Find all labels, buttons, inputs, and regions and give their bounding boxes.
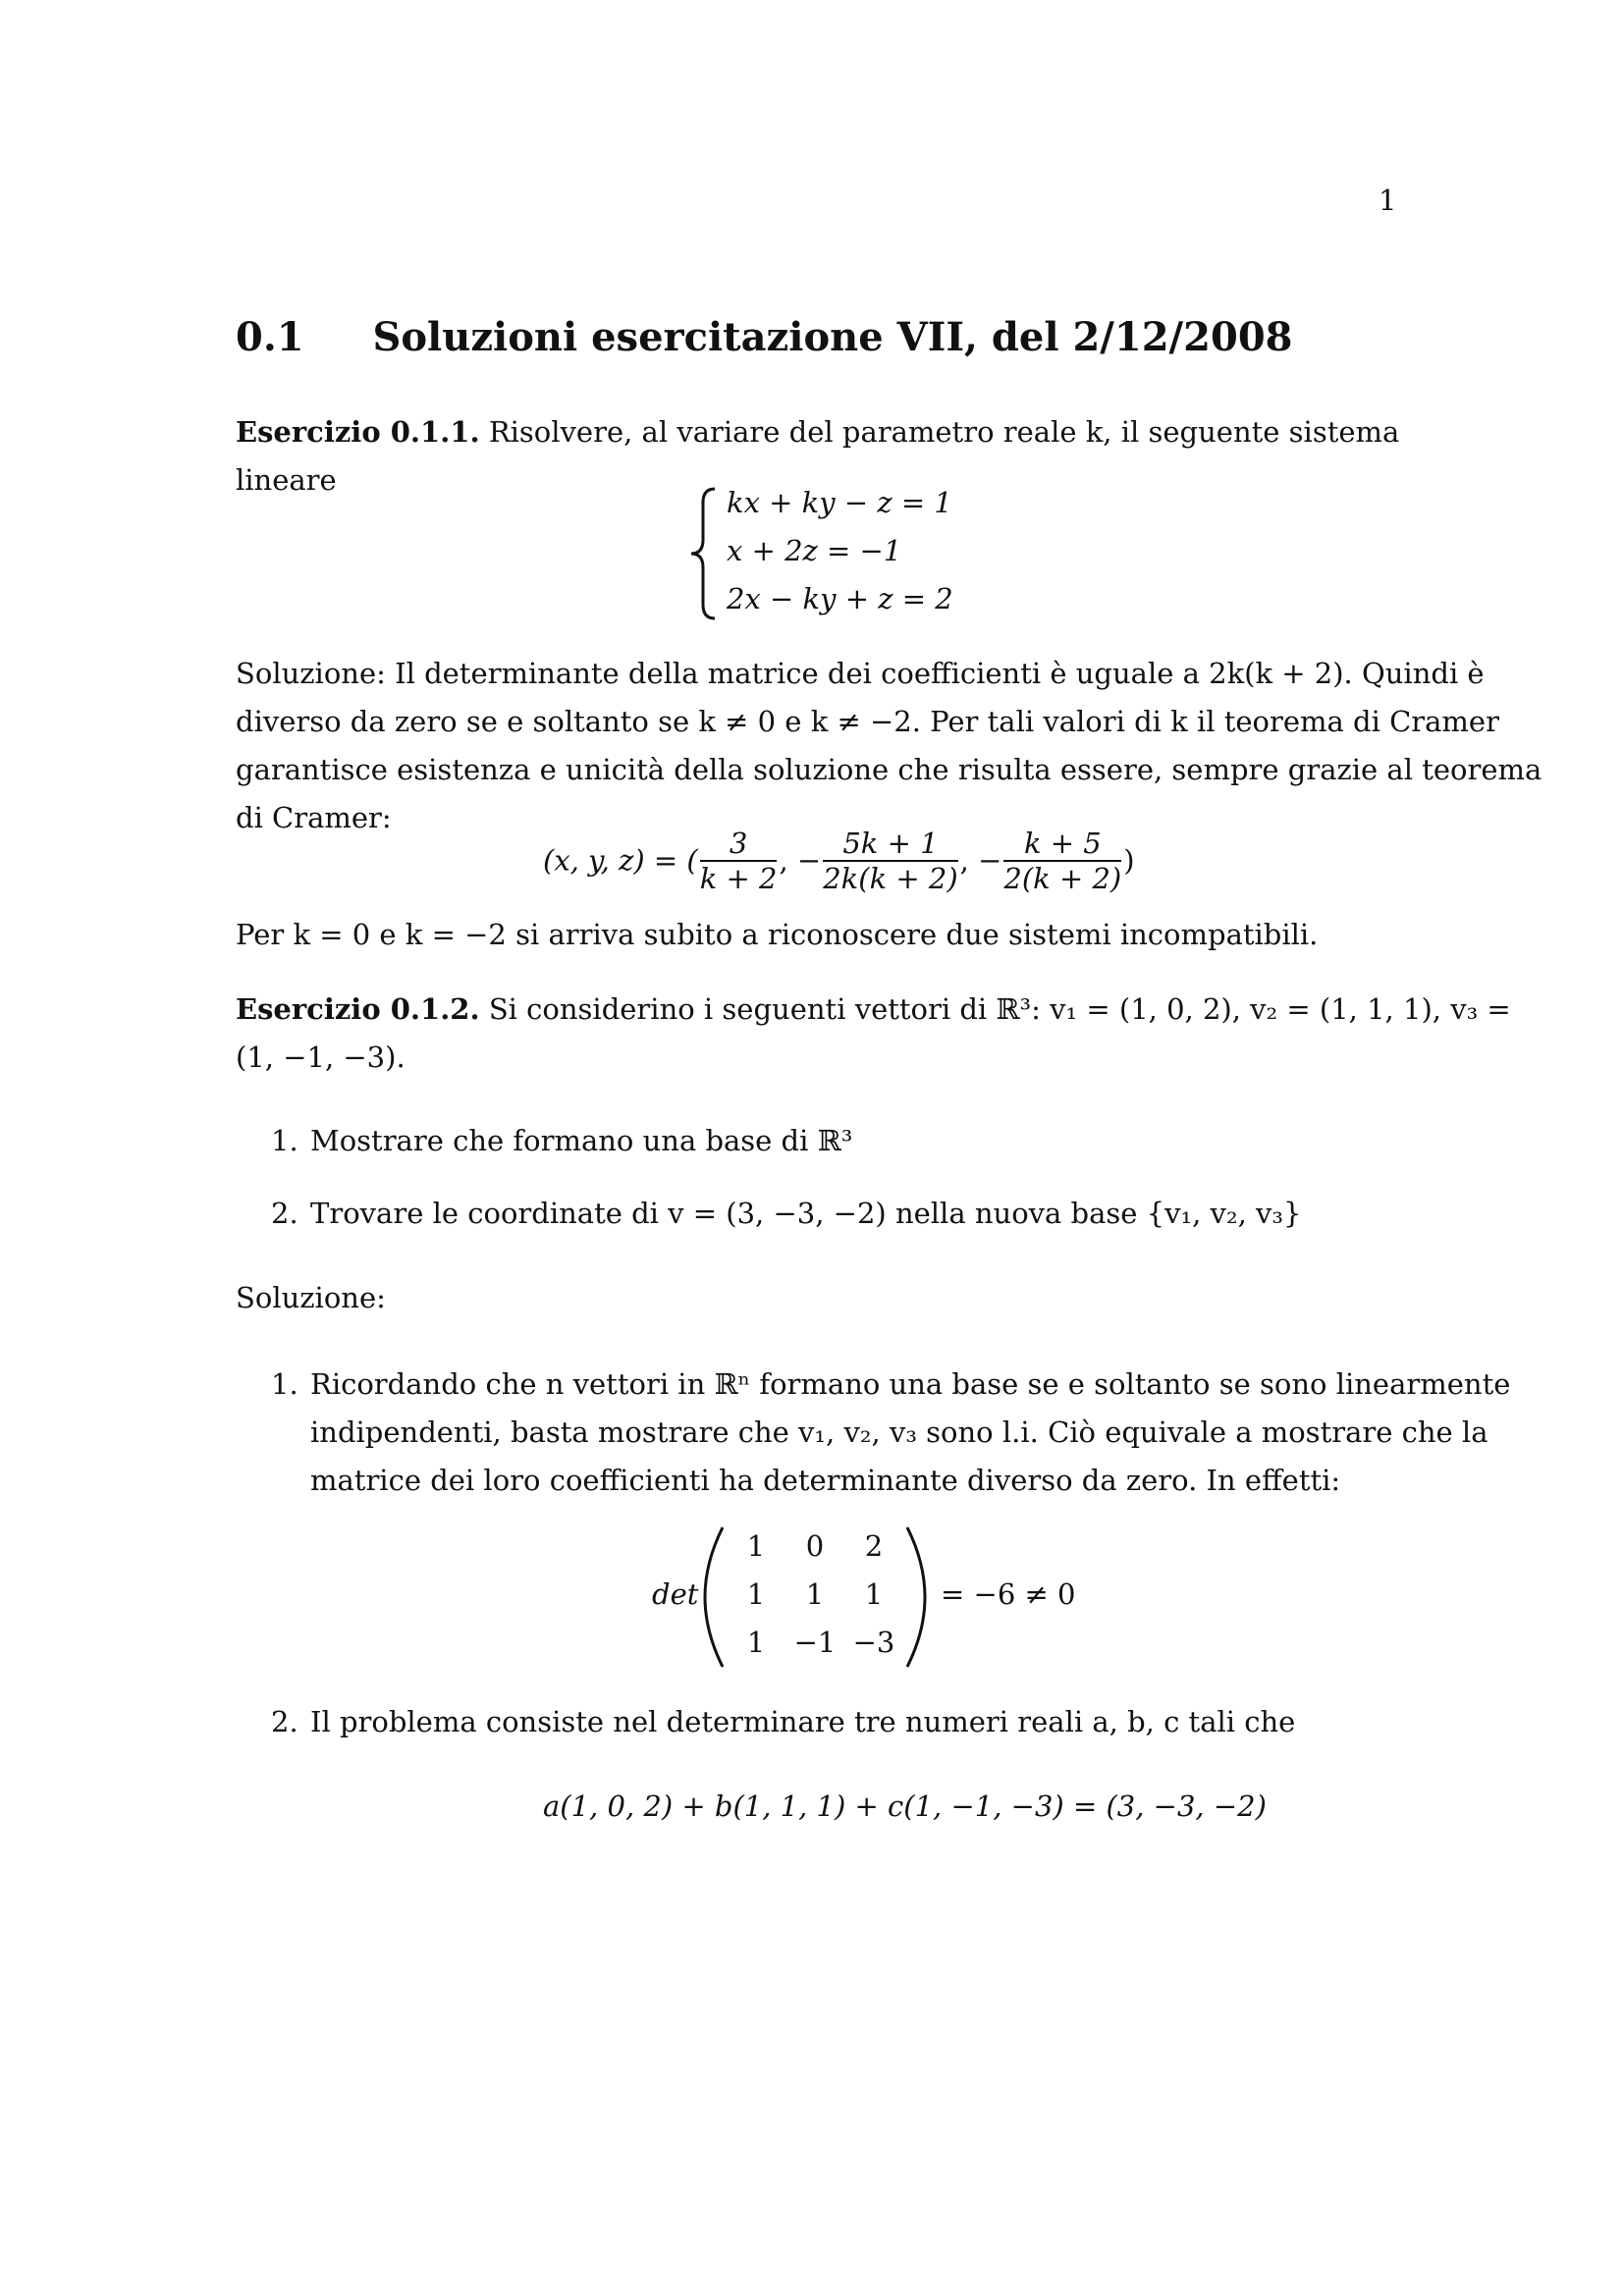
task-1-text: Mostrare che formano una base di ℝ³: [310, 1124, 853, 1157]
fraction-y: [823, 827, 957, 895]
matrix-row: [727, 1619, 903, 1667]
section-number: 0.1: [236, 314, 304, 360]
system-eq-1: kx + ky − z = 1: [727, 486, 952, 519]
matrix-cell: 0: [805, 1529, 825, 1563]
sol-1-number: 1.: [271, 1367, 298, 1401]
det-result: = −6 ≠ 0: [941, 1577, 1076, 1611]
task-2-number: 2.: [271, 1197, 298, 1230]
matrix-cell: 1: [805, 1577, 825, 1611]
det-label: det: [652, 1577, 699, 1611]
exercise-1-conclusion: Per k = 0 e k = −2 si arriva subito a riconoscere due sistemi incompatibili.: [236, 918, 1319, 951]
matrix-cell: 1: [864, 1577, 884, 1611]
solution-1-line-4: di Cramer:: [236, 801, 392, 834]
exercise-2-label: Esercizio 0.1.2.: [236, 992, 480, 1026]
exercise-2-line-1: [236, 986, 1511, 1034]
section-heading: [236, 310, 1292, 365]
sol-1-line-3: matrice dei loro coefficienti ha determinante diverso da zero. In effetti:: [310, 1464, 1341, 1497]
matrix-cell: −1: [793, 1626, 837, 1659]
matrix-cell: 2: [864, 1529, 884, 1563]
matrix-cell: −3: [852, 1626, 895, 1659]
solution-2-label: Soluzione:: [236, 1281, 386, 1314]
matrix-row: [727, 1522, 903, 1571]
exercise-1-text: Risolvere, al variare del parametro reale k, il seguente sistema lineare: [236, 415, 1400, 497]
matrix: [727, 1522, 903, 1667]
task-1-number: 1.: [271, 1124, 298, 1157]
matrix-cell: 1: [746, 1529, 766, 1563]
sol-1-line-2: indipendenti, basta mostrare che v₁, v₂, v₃ sono l.i. Ciò equivale a mostrare che la: [310, 1415, 1488, 1449]
matrix-row: [727, 1571, 903, 1619]
sol-2-equation: a(1, 0, 2) + b(1, 1, 1) + c(1, −1, −3) = (3, −3, −2): [543, 1789, 1267, 1823]
system-eq-3: 2x − ky + z = 2: [727, 582, 953, 615]
sol-2-text: Il problema consiste nel determinare tre numeri reali a, b, c tali che: [310, 1705, 1296, 1738]
fraction-y-num: 5k + 1: [823, 827, 957, 862]
formula-close: ): [1123, 843, 1135, 878]
exercise-2-line-2: (1, −1, −3).: [236, 1041, 406, 1074]
exercise-1-label: Esercizio 0.1.1.: [236, 415, 480, 449]
formula-lhs: (x, y, z) = (: [543, 843, 698, 878]
page-number: 1: [1379, 184, 1397, 217]
sol-1-line-1: Ricordando che n vettori in ℝⁿ formano una base se e soltanto se sono linearmente: [310, 1367, 1511, 1401]
cramer-formula: [543, 827, 1135, 895]
fraction-x-den: k + 2: [699, 862, 778, 895]
matrix-left-paren: [701, 1523, 727, 1671]
solution-1-line-3: garantisce esistenza e unicità della soluzione che risulta essere, sempre grazie al teorema: [236, 753, 1542, 786]
fraction-x: [700, 827, 778, 895]
fraction-y-den: 2k(k + 2): [823, 862, 958, 895]
task-2-text: Trovare le coordinate di v = (3, −3, −2) nella nuova base {v₁, v₂, v₃}: [310, 1197, 1302, 1230]
sol-2-number: 2.: [271, 1705, 298, 1738]
section-title: Soluzioni esercitazione VII, del 2/12/2008: [372, 314, 1293, 360]
fraction-z-den: 2(k + 2): [1003, 862, 1122, 895]
matrix-cell: 1: [746, 1577, 766, 1611]
system-brace: [685, 485, 725, 622]
matrix-cell: 1: [746, 1626, 766, 1659]
solution-1-line-2: diverso da zero se e soltanto se k ≠ 0 e k ≠ −2. Per tali valori di k il teorema di Cramer: [236, 705, 1499, 738]
system-eq-2: x + 2z = −1: [727, 534, 902, 567]
formula-sep-1: , −: [779, 843, 822, 878]
exercise-2-text: Si considerino i seguenti vettori di ℝ³: v₁ = (1, 0, 2), v₂ = (1, 1, 1), v₃ =: [488, 992, 1511, 1026]
fraction-z: [1003, 827, 1121, 895]
matrix-right-paren: [903, 1523, 929, 1671]
fraction-x-num: 3: [700, 827, 778, 862]
fraction-z-num: k + 5: [1003, 827, 1121, 862]
formula-sep-2: , −: [959, 843, 1002, 878]
solution-1-line-1: Soluzione: Il determinante della matrice dei coefficienti è uguale a 2k(k + 2). Quindi è: [236, 657, 1485, 690]
